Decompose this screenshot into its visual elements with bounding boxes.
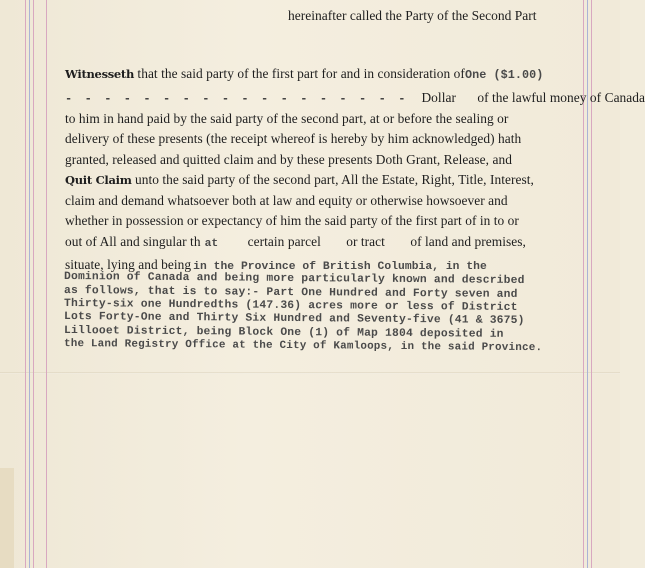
left-margin-rule — [46, 0, 47, 568]
right-margin-rule — [587, 0, 588, 568]
left-margin-rule — [29, 0, 30, 568]
left-margin-rule — [25, 0, 26, 568]
header-text: hereinafter called the Party of the Second Part — [288, 8, 537, 23]
typed-line: the Land Registry Office at the City of Kamloops, in the said Province. — [63, 338, 543, 355]
typed-line: Lillooet District, being Block One (1) of Map 1804 deposited in — [63, 325, 504, 341]
right-margin-rule — [583, 0, 584, 568]
body-line: Quit Claim unto the said party of the second part, All the Estate, Right, Title, Interest, — [65, 172, 534, 187]
right-margin-rule — [591, 0, 592, 568]
typed-line: Dominion of Canada and being more particularly known and described — [63, 271, 525, 288]
typed-line: as follows, that is to say:- Part One Hundred and Forty seven and — [63, 285, 518, 301]
paper-fold — [0, 372, 620, 374]
typed-dashes: - - - - - - - - - - - - - - - - - - — [65, 92, 409, 106]
paper-edge — [0, 468, 14, 568]
body-line: delivery of these presents (the receipt whereof is hereby by him acknowledged) hath — [65, 131, 522, 146]
witnesseth-word: Witnesseth — [65, 67, 135, 81]
quit-claim-word: Quit Claim — [65, 173, 132, 187]
typed-description: in the Province of British Columbia, in the — [193, 261, 487, 273]
body-line: situate, lying and being in the Province of British Columbia, in the — [65, 257, 487, 273]
left-margin-rule — [33, 0, 34, 568]
typed-line: Lots Forty-One and Thirty Six Hundred and Seventy-five (41 & 3675) — [63, 311, 525, 328]
body-line: claim and demand whatsoever both at law and equity or otherwise howsoever and — [65, 193, 508, 208]
body-line: whether in possession or expectancy of him the said party of the first part of in to or — [65, 213, 519, 228]
body-line: to him in hand paid by the said party of the second part, at or before the sealing or — [65, 111, 509, 126]
body-line: - - - - - - - - - - - - - - - - - - Dollar of the lawful money of Canada — [65, 90, 645, 106]
body-line: Witnesseth that the said party of the first part for and in consideration ofOne ($1.00) — [65, 66, 544, 82]
body-line: out of All and singular th at certain parcel or tract of land and premises, — [65, 234, 526, 250]
typed-amount: One ($1.00) — [464, 68, 544, 82]
typed-line: Thirty-six one Hundredths (147.36) acres more or less of District — [63, 298, 518, 314]
body-line: granted, released and quitted claim and by these presents Doth Grant, Release, and — [65, 152, 512, 167]
